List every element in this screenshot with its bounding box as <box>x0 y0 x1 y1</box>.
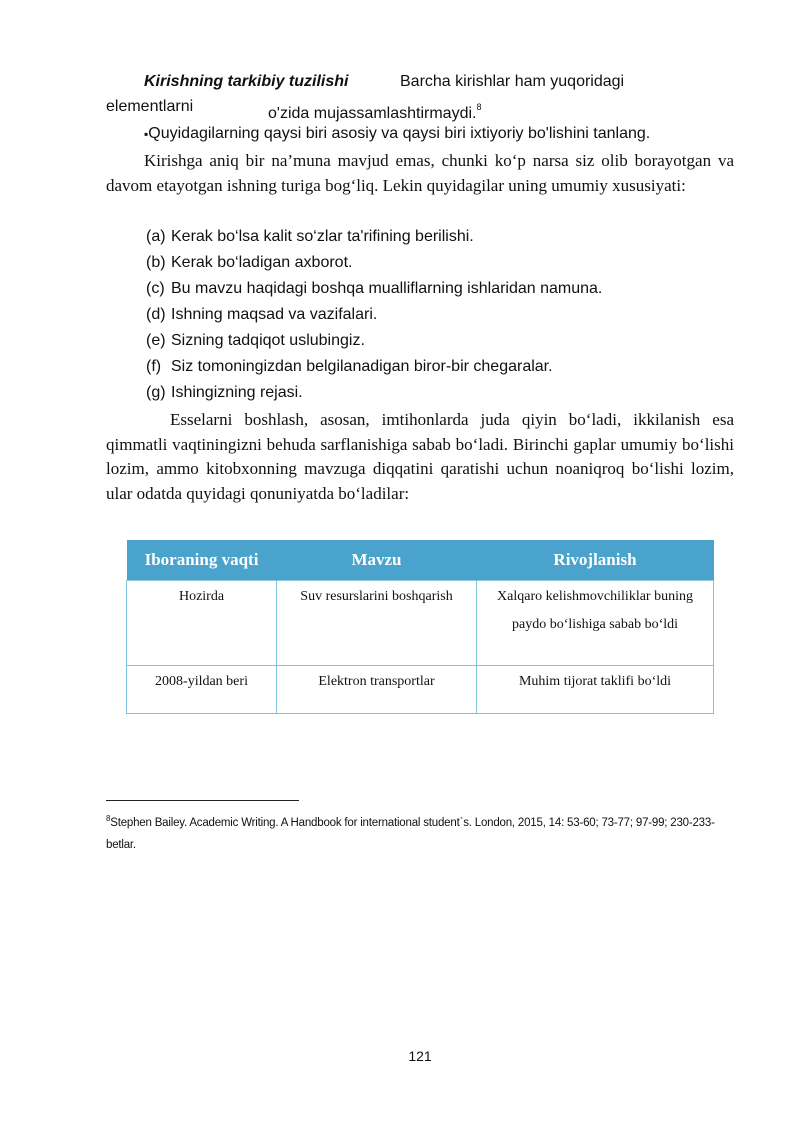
table-row <box>127 581 714 666</box>
heading-continuation <box>106 96 482 122</box>
list-item: (d) Ishning maqsad va vazifalari. <box>146 306 378 323</box>
paragraph-intro: Kirishga aniq bir na’muna mavjud emas, chunki ko‘p narsa siz olib borayotgan va davom etayotgan ishning turiga bog‘liq. Lekin quyidagilar uning umumiy xususiyati: <box>106 151 734 195</box>
heading-line2-start: elementlarni <box>106 98 194 115</box>
section-heading <box>144 71 625 93</box>
table-cell: 2008-yildan beri <box>127 666 277 714</box>
heading-line2-end: o'zida mujassamlashtirmaydi.$^8$ <box>268 102 482 122</box>
list-item: (b) Kerak bo‘ladigan axborot. <box>146 254 353 271</box>
table-row <box>127 666 714 714</box>
table-header-row <box>127 540 714 581</box>
column-header: Iboraning vaqti <box>127 540 277 581</box>
instruction-text: Quyidagilarning qaysi biri asosiy va qaysi biri ixtiyoriy bo'lishini tanlang. <box>148 125 651 142</box>
page-number: 121 <box>408 1048 432 1064</box>
section-title: Kirishning tarkibiy tuzilishi <box>144 73 349 90</box>
table-cell: Xalqaro kelishmovchiliklar buning paydo bo‘lishiga sabab bo‘ldi <box>477 581 714 666</box>
list-item: (g) Ishingizning rejasi. <box>146 384 303 401</box>
column-header: Rivojlanish <box>477 540 714 581</box>
section-lead: Barcha kirishlar ham yuqoridagi <box>400 73 625 90</box>
instruction-line <box>144 123 650 145</box>
paragraph-essay-start: Esselarni boshlash, asosan, imtihonlarda juda qiyin bo‘ladi, ikkilanish esa qimmatli vaqtiningizni behuda sarflanishiga sabab bo‘ladi. Birinchi gaplar umumiy bo‘lishi lozim, ammo kitobxonning mavzuga diqqatini qaratishi uchun noaniqroq bo‘lishi lozim, ular odatda quyidagi qonuniyatda bo‘ladilar: <box>106 410 734 503</box>
table-cell: Suv resurslarini boshqarish <box>277 581 477 666</box>
footnote-ref: 8 <box>476 102 482 112</box>
footnote-number: 8 <box>106 814 111 823</box>
list-item: (e) Sizning tadqiqot uslubingiz. <box>146 332 365 349</box>
table-cell: Elektron transportlar <box>277 666 477 714</box>
footnote-text: Stephen Bailey. Academic Writing. A Handbook for international student`s. London, 2015, 14: 53-60; 73-77; 97-99; 230-233-betlar. <box>106 816 715 851</box>
list-item: (c) Bu mavzu haqidagi boshqa mualliflarning ishlaridan namuna. <box>146 280 603 297</box>
table-cell: Hozirda <box>127 581 277 666</box>
footnote <box>106 808 734 856</box>
list-item: (a) Kerak bo‘lsa kalit so‘zlar ta'rifining berilishi. <box>146 228 474 245</box>
bullet-icon: ▪ <box>144 127 149 141</box>
list-item: (f) Siz tomoningizdan belgilanadigan biror-bir chegaralar. <box>146 358 553 375</box>
table-cell: Muhim tijorat taklifi bo‘ldi <box>477 666 714 714</box>
phrase-structure-table <box>126 540 714 714</box>
footnote-separator <box>106 800 299 801</box>
column-header: Mavzu <box>277 540 477 581</box>
